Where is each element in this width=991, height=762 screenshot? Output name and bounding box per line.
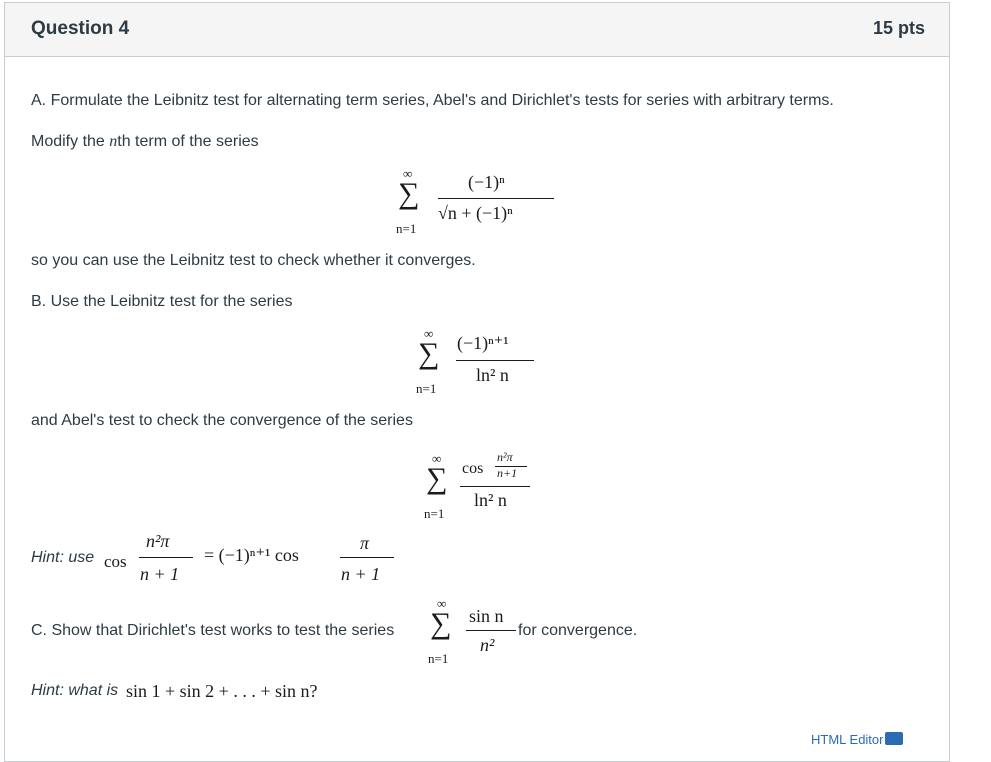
part-a-after: so you can use the Leibnitz test to check whether it converges. bbox=[31, 252, 476, 269]
hint-c-label: Hint: what is bbox=[31, 682, 119, 699]
series-b2-cos: cos bbox=[462, 460, 484, 477]
question-title: Question 4 bbox=[31, 18, 130, 39]
hint-c-expr: sin 1 + sin 2 + . . . + sin n? bbox=[126, 681, 318, 701]
series-b1-numerator: (−1)ⁿ⁺¹ bbox=[457, 333, 509, 353]
series-b1-denominator: ln² n bbox=[476, 365, 509, 385]
series-b1-sigma: ∑ bbox=[418, 337, 440, 370]
part-b-text: B. Use the Leibnitz test for the series bbox=[31, 293, 293, 310]
series-c-fraction-bar bbox=[466, 630, 516, 631]
series-a-upper: ∞ bbox=[403, 166, 413, 181]
hint-b-num: n²π bbox=[146, 531, 170, 551]
modify-pre: Modify the bbox=[31, 133, 110, 150]
series-a-numerator: (−1)ⁿ bbox=[468, 172, 505, 192]
series-a-lower: n=1 bbox=[396, 221, 417, 236]
part-a-modify bbox=[31, 133, 259, 151]
part-c-text: C. Show that Dirichlet's test works to test the series bbox=[31, 622, 395, 639]
series-b1-upper: ∞ bbox=[424, 326, 434, 341]
hint-b-fraction-bar bbox=[139, 557, 193, 558]
html-editor-label[interactable]: HTML Editor bbox=[811, 732, 884, 747]
question-header bbox=[5, 3, 949, 57]
series-c-sigma: ∑ bbox=[430, 607, 452, 640]
modify-post: th term of the series bbox=[117, 133, 259, 150]
series-b2-upper: ∞ bbox=[432, 451, 442, 466]
keyboard-icon[interactable] bbox=[885, 732, 903, 745]
hint-b-cos: cos bbox=[104, 552, 127, 571]
series-a-denominator: √n + (−1)ⁿ bbox=[438, 203, 513, 223]
series-c-denominator: n² bbox=[480, 635, 495, 655]
series-b2-num-top: n²π bbox=[497, 450, 513, 464]
hint-b-label: Hint: use bbox=[31, 549, 95, 566]
series-c-lower: n=1 bbox=[428, 651, 449, 666]
series-b2-sigma: ∑ bbox=[426, 462, 448, 495]
series-b2-fraction-bar bbox=[460, 486, 530, 487]
series-b2-lower: n=1 bbox=[424, 506, 445, 521]
hint-b-num2: π bbox=[360, 533, 370, 553]
hint-b-equation: = (−1)ⁿ⁺¹ cos bbox=[204, 545, 299, 565]
part-b-abel-text: and Abel's test to check the convergence of the series bbox=[31, 412, 413, 429]
series-c-upper: ∞ bbox=[437, 596, 447, 611]
question-points: 15 pts bbox=[872, 18, 925, 38]
series-c-numerator: sin n bbox=[469, 606, 504, 626]
part-c-after: for convergence. bbox=[518, 622, 638, 639]
modify-var: n bbox=[109, 133, 118, 150]
series-a-sigma: ∑ bbox=[398, 177, 420, 210]
series-b1-lower: n=1 bbox=[416, 381, 437, 396]
html-editor-link[interactable] bbox=[811, 732, 903, 747]
series-a-fraction-bar bbox=[438, 198, 554, 199]
hint-b-den2: n + 1 bbox=[341, 564, 381, 584]
part-a-text: A. Formulate the Leibnitz test for alternating term series, Abel's and Dirichlet's tests for series with arbitrary terms. bbox=[31, 92, 834, 109]
hint-b-fraction-bar2 bbox=[340, 557, 394, 558]
series-b2-denominator: ln² n bbox=[474, 490, 507, 510]
hint-b-den: n + 1 bbox=[140, 564, 180, 584]
series-b1-fraction-bar bbox=[456, 360, 534, 361]
series-b2-num-bottom: n+1 bbox=[497, 466, 518, 480]
